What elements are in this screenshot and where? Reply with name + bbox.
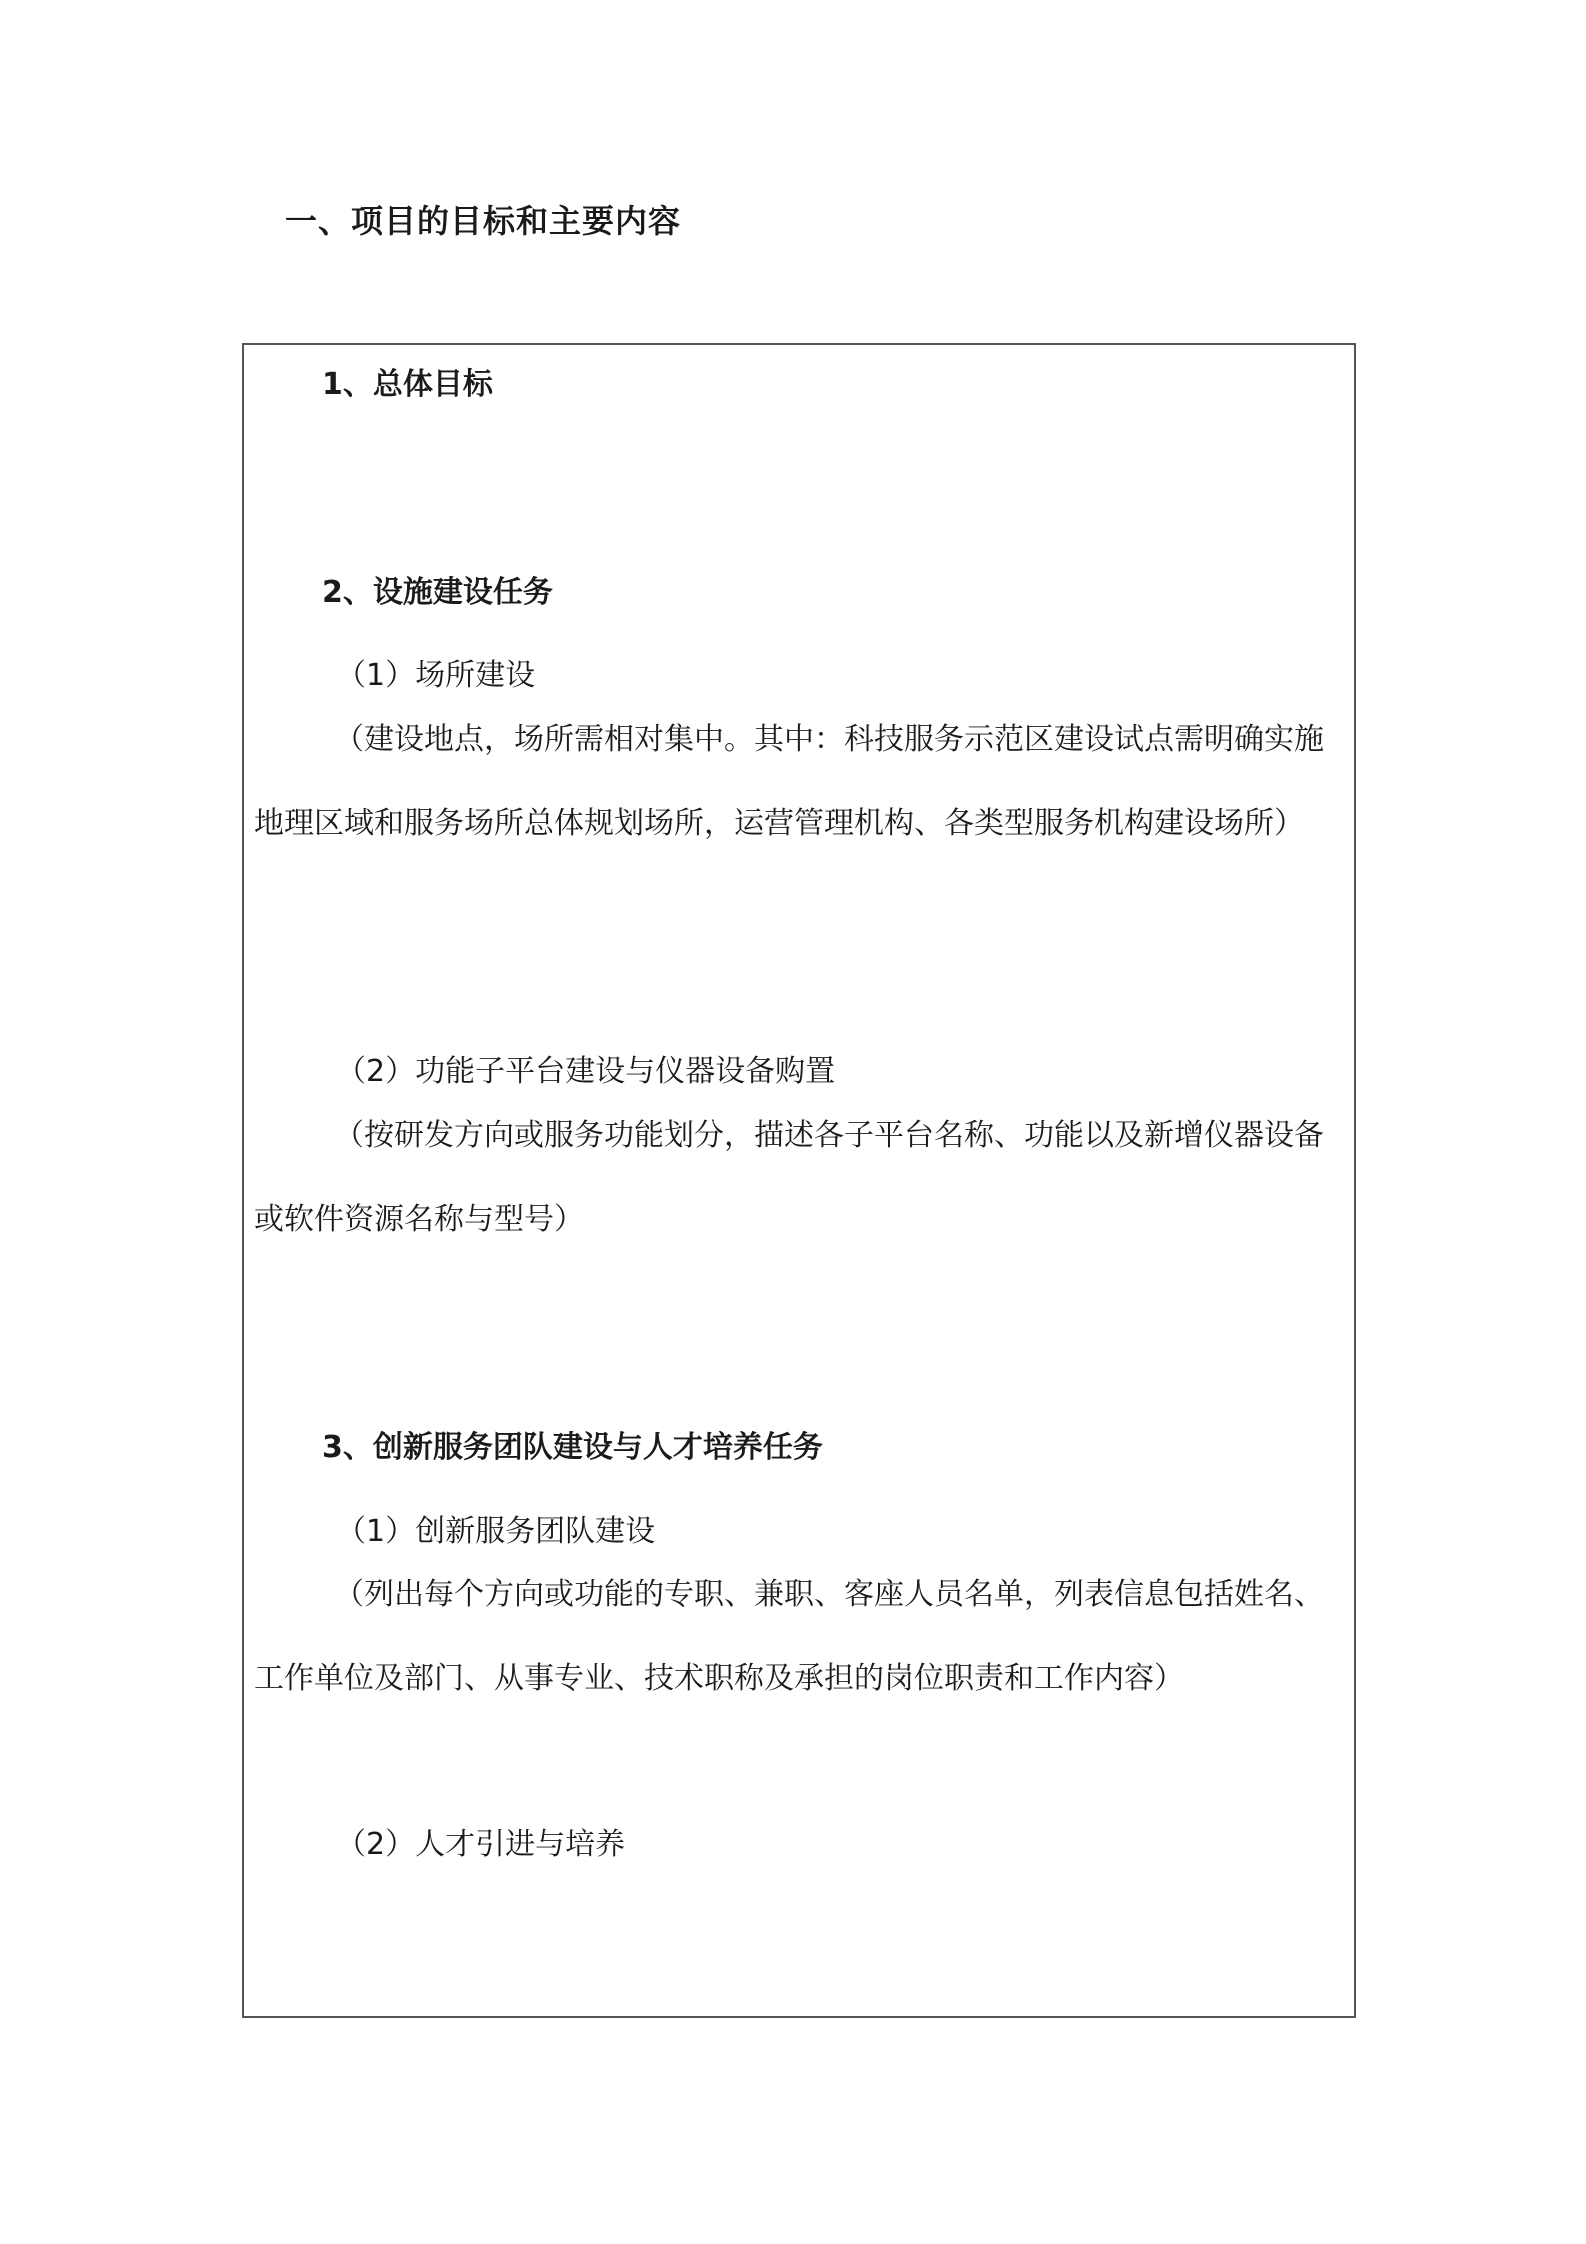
heading-team-talent: 3、创新服务团队建设与人才培养任务 [322,1430,823,1465]
subheading-site-construction: （1）场所建设 [336,658,536,693]
note-site-construction: （建设地点，场所需相对集中。其中：科技服务示范区建设试点需明确实施地理区域和服务场所总体规划场所，运营管理机构、各类型服务机构建设场所） [254,722,1324,841]
subheading-team-construction: （1）创新服务团队建设 [336,1514,656,1549]
section-title: 一、项目的目标和主要内容 [285,202,682,240]
subheading-platform-equipment: （2）功能子平台建设与仪器设备购置 [336,1054,836,1089]
content-table-cell [242,343,1356,2018]
note-platform-equipment: （按研发方向或服务功能划分，描述各子平台名称、功能以及新增仪器设备或软件资源名称与型号） [254,1118,1324,1237]
heading-facility-construction: 2、设施建设任务 [322,575,553,610]
note-team-construction: （列出每个方向或功能的专职、兼职、客座人员名单，列表信息包括姓名、工作单位及部门、从事专业、技术职称及承担的岗位职责和工作内容） [254,1577,1324,1696]
subheading-talent-introduction: （2）人才引进与培养 [336,1827,626,1862]
heading-overall-goal: 1、总体目标 [322,367,493,402]
